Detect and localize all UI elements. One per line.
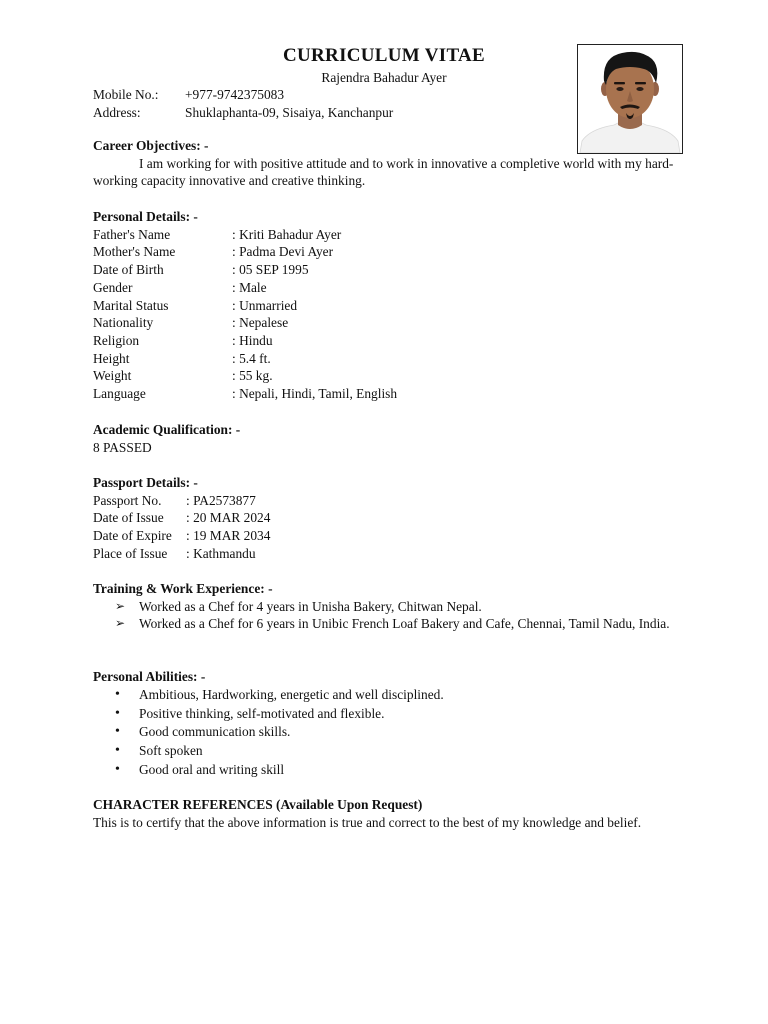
personal-label: Nationality xyxy=(93,315,154,331)
dot-bullet-icon: • xyxy=(115,743,120,759)
ability-item-text: Ambitious, Hardworking, energetic and well disciplined. xyxy=(139,686,444,702)
personal-row xyxy=(93,226,683,244)
list-item xyxy=(93,761,683,780)
arrow-bullet-icon: ➢ xyxy=(115,598,126,613)
experience-item-text: Worked as a Chef for 4 years in Unisha Bakery, Chitwan Nepal. xyxy=(139,598,482,614)
list-item xyxy=(93,615,683,633)
abilities-section xyxy=(93,668,683,780)
academic-value: 8 PASSED xyxy=(93,439,152,455)
contact-row-address xyxy=(93,104,683,122)
declaration-text: This is to certify that the above information is true and correct to the best of my knowledge and belief. xyxy=(93,814,642,830)
personal-row xyxy=(93,243,683,261)
ability-item-text: Good communication skills. xyxy=(139,724,291,740)
candidate-name: Rajendra Bahadur Ayer xyxy=(321,70,447,85)
passport-row xyxy=(93,527,683,545)
experience-heading: Training & Work Experience: - xyxy=(93,581,273,596)
personal-label: Language xyxy=(93,386,146,402)
personal-value: : Nepali, Hindi, Tamil, English xyxy=(232,386,398,402)
passport-label: Passport No. xyxy=(93,492,162,508)
mobile-label: Mobile No.: xyxy=(93,87,159,102)
address-value: Shuklaphanta-09, Sisaiya, Kanchanpur xyxy=(185,104,394,120)
personal-label: Weight xyxy=(93,368,132,384)
contact-section xyxy=(93,86,683,121)
references-section xyxy=(93,796,683,831)
experience-list xyxy=(93,598,683,633)
personal-value: : Padma Devi Ayer xyxy=(232,244,334,260)
list-item xyxy=(93,598,683,616)
personal-label: Religion xyxy=(93,332,140,348)
personal-value: : 05 SEP 1995 xyxy=(232,262,309,278)
personal-row xyxy=(93,385,683,403)
personal-label: Height xyxy=(93,350,130,366)
dot-bullet-icon: • xyxy=(115,761,120,777)
personal-label: Mother's Name xyxy=(93,244,176,260)
list-item xyxy=(93,686,683,705)
personal-details-section xyxy=(93,208,683,403)
abilities-heading: Personal Abilities: - xyxy=(93,669,206,684)
personal-value: : Unmarried xyxy=(232,297,298,313)
academic-heading: Academic Qualification: - xyxy=(93,422,241,437)
personal-value: : Male xyxy=(232,279,267,295)
passport-value: : Kathmandu xyxy=(186,545,256,561)
personal-row xyxy=(93,279,683,297)
career-objectives-section xyxy=(93,137,683,190)
mobile-value: +977-9742375083 xyxy=(185,87,285,102)
dot-bullet-icon: • xyxy=(115,724,120,740)
personal-label: Gender xyxy=(93,279,133,295)
contact-row-mobile xyxy=(93,86,683,104)
personal-row xyxy=(93,367,683,385)
experience-item-text: Worked as a Chef for 6 years in Unibic French Loaf Bakery and Cafe, Chennai, Tamil Nadu, India. xyxy=(139,616,670,632)
passport-label: Place of Issue xyxy=(93,545,168,561)
personal-row xyxy=(93,297,683,315)
ability-item-text: Soft spoken xyxy=(139,743,203,759)
ability-item-text: Positive thinking, self-motivated and flexible. xyxy=(139,705,385,721)
list-item xyxy=(93,723,683,742)
personal-value: : Nepalese xyxy=(232,315,289,331)
passport-value: : 20 MAR 2024 xyxy=(186,510,271,526)
personal-value: : Hindu xyxy=(232,332,273,348)
passport-section xyxy=(93,474,683,563)
career-objectives-text: I am working for with positive attitude and to work in innovative a completive world with my hard-working capacity innovative and creative thinking. xyxy=(93,155,674,189)
experience-section xyxy=(93,580,683,633)
personal-row xyxy=(93,350,683,368)
dot-bullet-icon: • xyxy=(115,705,120,721)
academic-section xyxy=(93,421,683,456)
career-objectives-heading: Career Objectives: - xyxy=(93,138,209,153)
document-title: CURRICULUM VITAE xyxy=(282,45,486,66)
abilities-list xyxy=(93,686,683,780)
passport-row xyxy=(93,492,683,510)
passport-value: : PA2573877 xyxy=(186,492,256,508)
passport-row xyxy=(93,545,683,563)
personal-label: Date of Birth xyxy=(93,262,164,278)
personal-row xyxy=(93,261,683,279)
personal-value: : 5.4 ft. xyxy=(232,350,271,366)
personal-value: : Kriti Bahadur Ayer xyxy=(232,226,342,242)
personal-label: Father's Name xyxy=(93,226,171,242)
list-item xyxy=(93,742,683,761)
dot-bullet-icon: • xyxy=(115,686,120,702)
address-label: Address: xyxy=(93,104,141,120)
passport-row xyxy=(93,509,683,527)
passport-label: Date of Expire xyxy=(93,528,172,544)
passport-value: : 19 MAR 2034 xyxy=(186,528,271,544)
personal-label: Marital Status xyxy=(93,297,169,313)
passport-label: Date of Issue xyxy=(93,510,164,526)
list-item xyxy=(93,705,683,724)
personal-details-heading: Personal Details: - xyxy=(93,209,198,224)
personal-value: : 55 kg. xyxy=(232,368,273,384)
ability-item-text: Good oral and writing skill xyxy=(139,761,285,777)
references-heading: CHARACTER REFERENCES (Available Upon Request) xyxy=(93,797,423,812)
personal-row xyxy=(93,314,683,332)
passport-heading: Passport Details: - xyxy=(93,475,198,490)
personal-row xyxy=(93,332,683,350)
arrow-bullet-icon: ➢ xyxy=(115,616,126,631)
